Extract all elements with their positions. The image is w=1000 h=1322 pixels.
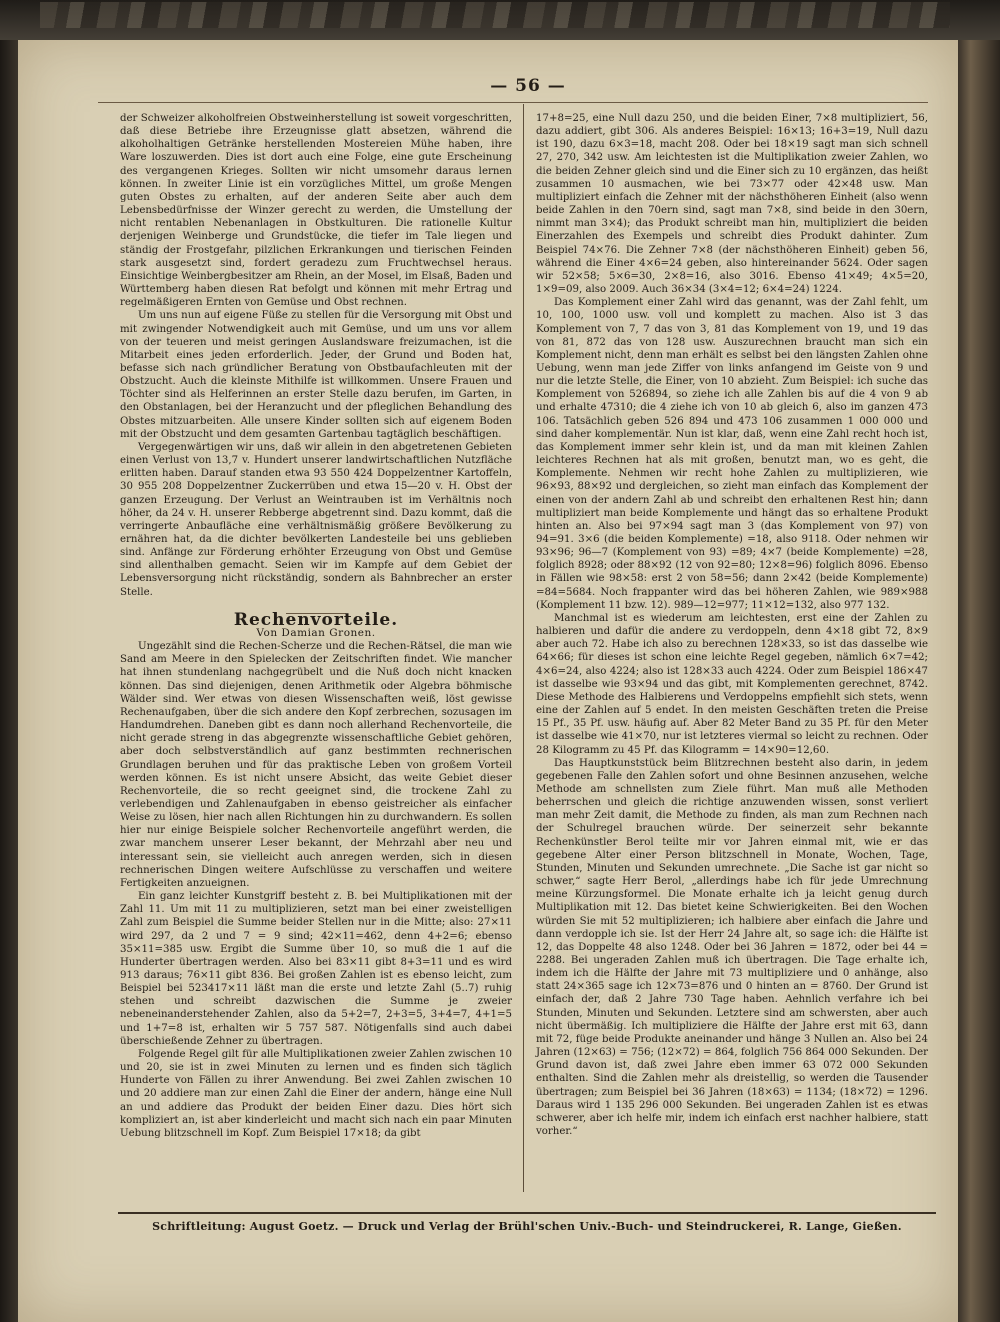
marbled-cover	[40, 2, 950, 28]
paragraph: Ungezählt sind die Rechen-Scherze und die Rechen-Rätsel, die man wie Sand am Meere in den Spielecken der Zeitschriften findet. Wie mancher hat ihnen stundenlang nachgegrübelt und die Nuß doch nicht knacken können. Das sind diejenigen, denen Arithmetik oder Algebra böhmische Wälder sind. Wer etwas von diesen Wissenschaften weiß, löst gewisse Rechenaufgaben, über die sich andere den Kopf zerbrechen, sozusagen im Handumdrehen. Daneben gibt es dann noch allerhand Rechenvorteile, die nicht gerade streng in das abgegrenzte wissenschaftliche Gebiet gehören, aber doch selbstverständlich auf ganz bestimmten rechnerischen Grundlagen beruhen und für das praktische Leben von großem Vorteil werden können. Es ist nicht unsere Absicht, das weite Gebiet dieser Rechenvorteile, die so recht geeignet sind, die trockene Zahl zu verlebendigen und Zahlenaufgaben in ebenso geistreicher als einfacher Weise zu lösen, hier nach allen Richtungen hin zu durchwandern. Es sollen hier nur einige Beispiele solcher Rechenvorteile angeführt werden, die zwar manchem unserer Leser bekannt, der Mehrzahl aber neu und interessant sein, sie vielleicht auch anregen werden, sich in diesen rechnerischen Dingen weitere Aufschlüsse zu verschaffen und weitere Fertigkeiten anzueignen.	[120, 641, 512, 889]
imprint-footer: Schriftleitung: August Goetz. — Druck und Verlag der Brühl'schen Univ.-Buch- und Steindruckerei, R. Lange, Gießen.	[152, 1220, 902, 1233]
footer-rule	[118, 1212, 936, 1214]
paragraph: Ein ganz leichter Kunstgriff besteht z. B. bei Multiplikationen mit der Zahl 11. Um mit 11 zu multiplizieren, setzt man bei einer zweistelligen Zahl zum Beispiel die Summe beider Stellen nur in die Mitte; also: 27×11 wird 297, da 2 und 7 = 9 sind; 42×11=462, denn 4+2=6; ebenso 35×11=385 usw. Ergibt die Summe über 10, so muß die 1 auf die Hunderter übertragen werden. Also bei 83×11 gibt 8+3=11 und es wird 913 daraus; 76×11 gibt 836. Bei großen Zahlen ist es ebenso leicht, zum Beispiel bei 523417×11 läßt man die erste und letzte Zahl (5..7) ruhig stehen und schreibt dazwischen die Summe je zweier nebeneinanderstehender Zahlen, also da 5+2=7, 2+3=5, 3+4=7, 4+1=5 und 1+7=8 ist, erhalten wir 5 757 587. Nötigenfalls sind auch dabei überschießende Zehner zu übertragen.	[120, 891, 512, 1047]
column-divider	[523, 104, 524, 1192]
header-rule	[98, 102, 928, 103]
right-column	[536, 112, 928, 1138]
page-number: — 56 —	[490, 76, 566, 96]
paragraph: 17+8=25, eine Null dazu 250, und die beiden Einer, 7×8 multipliziert, 56, dazu addiert, gibt 306. Als anderes Beispiel: 16×13; 16+3=19, Null dazu ist 190, dazu 6×3=18, macht 208. Oder bei 18×19 sagt man sich schnell 27, 270, 342 usw. Am leichtesten ist die Multiplikation zweier Zahlen, wo die beiden Zehner gleich sind und die Einer sich zu 10 ergänzen, das heißt zusammen 10 ausmachen, wie bei 73×77 oder 42×48 usw. Man multipliziert einfach die Zehner mit der nächsthöheren Einheit (also wenn beide Zahlen in den 70ern sind, sagt man 7×8, sind beide in den 30ern, nimmt man 3×4); das Produkt schreibt man hin, multipliziert die beiden Einerzahlen des Exempels und schreibt dies Produkt dahinter. Zum Beispiel 74×76. Die Zehner 7×8 (der nächsthöheren Einheit) geben 56, während die Einer 4×6=24 geben, also hintereinander 5624. Oder sagen wir 52×58; 5×6=30, 2×8=16, also 3016. Ebenso 41×49; 4×5=20, 1×9=09, also 2009. Auch 36×34 (3×4=12; 6×4=24) 1224.	[536, 113, 928, 296]
paragraph: der Schweizer alkoholfreien Obstweinherstellung ist soweit vorgeschritten, daß diese Betriebe ihre Erzeugnisse glatt absetzen, während die alkoholhaltigen Getränke herstellenden Mostereien Mühe haben, ihre Ware loszuwerden. Dies ist dort auch eine Folge, eine gute Erscheinung des vergangenen Krieges. Sollten wir nicht umsomehr daraus lernen können. In zweiter Linie ist ein vorzügliches Mittel, um große Mengen guten Obstes zu erhalten, auf der anderen Seite aber auch dem Lebensbedürfnisse der Winzer gerecht zu werden, die Umstellung der nicht rentablen Nebenanlagen in Obstkulturen. Die rationelle Kultur derjenigen Weinberge und Grundstücke, die tiefer im Tale liegen und ständig der Frostgefahr, pilzlichen Erkrankungen und tierischen Feinden stark ausgesetzt sind, fordert geradezu zum Fruchtwechsel heraus. Einsichtige Weinbergbesitzer am Rhein, an der Mosel, im Elsaß, Baden und Württemberg haben diesen Rat befolgt und können mit mehr Ertrag und regelmäßigeren Ernten von Gemüse und Obst rechnen.	[120, 113, 512, 309]
left-column	[120, 112, 512, 1140]
article-author: Von Damian Gronen.	[256, 626, 376, 639]
paragraph: Das Komplement einer Zahl wird das genannt, was der Zahl fehlt, um 10, 100, 1000 usw. voll und komplett zu machen. Also ist 3 das Komplement von 7, 7 das von 3, 81 das Komplement von 19, und 19 das von 81, 872 das von 128 usw. Auszurechnen braucht man sich ein Komplement nicht, denn man erhält es selbst bei den längsten Zahlen ohne Uebung, wenn man jede Ziffer von links anfangend im Geiste von 9 und nur die letzte Stelle, die Einer, von 10 abzieht. Zum Beispiel: ich suche das Komplement von 526894, so ziehe ich alle Zahlen bis auf die 4 von 9 ab und erhalte 47310; die 4 ziehe ich von 10 ab gleich 6, also im ganzen 473 106. Tatsächlich geben 526 894 und 473 106 zusammen 1 000 000 und sind daher komplementär. Nun ist klar, daß, wenn eine Zahl recht hoch ist, das Komplement immer sehr klein ist, und da man mit kleinen Zahlen leichteres Rechnen hat als mit großen, benutzt man, wo es geht, die Komplemente. Nehmen wir recht hohe Zahlen zu multiplizieren, wie 96×93, 88×92 und dergleichen, so zieht man einfach das Komplement der einen von der andern Zahl ab und schreibt den erhaltenen Rest hin; dann multipliziert man beide Komplemente und hängt das so erhaltene Produkt hinten an. Also bei 97×94 sagt man 3 (das Komplement von 97) von 94=91. 3×6 (die beiden Komplemente) =18, also 9118. Oder nehmen wir 93×96; 96—7 (Komplement von 93) =89; 4×7 (beide Komplemente) =28, folglich 8928; oder 88×92 (12 von 92=80; 12×8=96) folglich 8096. Ebenso in Fällen wie 98×58: erst 2 von 58=56; dann 2×42 (beide Komplemente) =84=5684. Noch frappanter wird das bei höheren Zahlen, wie 989×988 (Komplement 11 bzw. 12). 989—12=977; 11×12=132, also 977 132.	[536, 297, 928, 611]
paragraph: Um uns nun auf eigene Füße zu stellen für die Versorgung mit Obst und mit zwingender Notwendigkeit auch mit Gemüse, und um uns vor allem von der teueren und meist geringen Auslandsware freizumachen, ist die Mitarbeit eines jeden erforderlich. Jeder, der Grund und Boden hat, befasse sich nach gründlicher Beratung von Obstbaufachleuten mit der Obstzucht. Auch die kleinste Mithilfe ist willkommen. Unsere Frauen und Töchter sind als Helferinnen an erster Stelle dazu berufen, im Garten, in den Obstanlagen, bei der Heranzucht und der pfleglichen Behandlung des Obstes mitzuarbeiten. Alle unsere Kinder sollten sich auf eigenem Boden mit der Obstzucht und dem gesamten Gartenbau tagtäglich beschäftigen.	[120, 310, 512, 440]
paragraph: Manchmal ist es wiederum am leichtesten, erst eine der Zahlen zu halbieren und dafür die andere zu verdoppeln, denn 4×18 gibt 72, 8×9 aber auch 72. Habe ich also zu berechnen 128×33, so ist das dasselbe wie 64×66; für dieses ist schon eine leichte Regel gegeben, nämlich 6×7=42; 4×6=24, also 4224; also ist 128×33 auch 4224. Oder zum Beispiel 186×47 ist dasselbe wie 93×94 und das gibt, mit Komplementen gerechnet, 8742. Diese Methode des Halbierens und Verdoppelns empfiehlt sich stets, wenn eine der Zahlen auf 5 endet. In den meisten Geschäften treten die Preise 15 Pf., 35 Pf. usw. häufig auf. Aber 82 Meter Band zu 35 Pf. für den Meter ist dasselbe wie 41×70, nur ist letzteres viermal so leicht zu rechnen. Oder 28 Kilogramm zu 45 Pf. das Kilogramm = 14×90=12,60.	[536, 612, 928, 756]
newspaper-page	[18, 40, 958, 1322]
paragraph: Das Hauptkunststück beim Blitzrechnen besteht also darin, in jedem gegebenen Falle den Zahlen sofort und ohne Besinnen anzusehen, welche Methode am schnellsten zum Ziele führt. Man muß alle Methoden beherrschen und gleich die richtige anzuwenden wissen, sonst verliert man mehr Zeit damit, die Methode zu finden, als man zum Rechnen nach der Schulregel brauchen würde. Der seinerzeit sehr bekannte Rechenkünstler Berol teilte mir vor Jahren einmal mit, wie er das gegebene Alter einer Person blitzschnell in Monate, Wochen, Tage, Stunden, Minuten und Sekunden umrechnete. „Die Sache ist gar nicht so schwer,“ sagte Herr Berol, „allerdings habe ich für jede Umrechnung meine Kürzungsformel. Die Monate erhalte ich ja leicht genug durch Multiplikation mit 12. Das bietet keine Schwierigkeiten. Bei den Wochen würden Sie mit 52 multiplizieren; ich halbiere aber einfach die Jahre und dann verdopple ich sie. Ist der Herr 24 Jahre alt, so sage ich: die Hälfte ist 12, das Doppelte 48 also 1248. Oder bei 36 Jahren = 1872, oder bei 44 = 2288. Bei ungeraden Zahlen muß ich übertragen. Die Tage erhalte ich, indem ich die Hälfte der Jahre mit 73 multipliziere und 0 anhänge, also statt 24×365 sage ich 12×73=876 und 0 hinten an = 8760. Der Grund ist einfach der, daß 2 Jahre 730 Tage haben. Aehnlich verfahre ich bei Stunden, Minuten und Sekunden. Letztere sind am schwersten, aber auch nicht übermäßig. Ich multipliziere die Hälfte der Jahre erst mit 63, dann mit 72, füge beide Produkte aneinander und hänge 3 Nullen an. Also bei 24 Jahren (12×63) = 756; (12×72) = 864, folglich 756 864 000 Sekunden. Der Grund davon ist, daß zwei Jahre eben immer 63 072 000 Sekunden enthalten. Sind die Zahlen mehr als dreistellig, so werden die Tausender übertragen; zum Beispiel bei 36 Jahren (18×63) = 1134; (18×72) = 1296. Daraus wird 1 135 296 000 Sekunden. Bei ungeraden Zahlen ist es etwas schwerer, aber ich helfe mir, indem ich einfach erst nachher halbiere, statt vorher.“	[536, 757, 928, 1138]
gutter-shadow	[0, 40, 18, 1322]
page-edge	[958, 40, 1000, 1322]
article-title: Rechenvorteile.	[233, 609, 399, 630]
paragraph: Vergegenwärtigen wir uns, daß wir allein in den abgetretenen Gebieten einen Verlust von 13,7 v. Hundert unserer landwirtschaftlichen Nutzfläche erlitten haben. Darauf standen etwa 93 550 424 Doppelzentner Kartoffeln, 30 955 208 Doppelzentner Zuckerrüben und etwa 15—20 v. H. Obst der ganzen Erzeugung. Der Verlust an Weintrauben ist im Verhältnis noch höher, da 24 v. H. unserer Rebberge abgetrennt sind. Dazu kommt, daß die verringerte Anbaufläche eine verhältnismäßig größere Bevölkerung zu ernähren hat, da die dichter bevölkerten Landesteile bei uns geblieben sind. Anfänge zur Förderung erhöhter Erzeugung von Obst und Gemüse sind allenthalben gemacht. Seien wir im Kampfe auf dem Gebiet der Lebensversorgung nicht rückständig, sondern als Bahnbrecher an erster Stelle.	[120, 441, 512, 598]
paragraph: Folgende Regel gilt für alle Multiplikationen zweier Zahlen zwischen 10 und 20, sie ist in zwei Minuten zu lernen und es finden sich täglich Hunderte von Fällen zu ihrer Anwendung. Bei zwei Zahlen zwischen 10 und 20 addiere man zur einen Zahl die Einer der andern, hänge eine Null an und addiere das Produkt der beiden Einer dazu. Dies hört sich kompliziert an, ist aber kinderleicht und macht sich nach ein paar Minuten Uebung blitzschnell im Kopf. Zum Beispiel 17×18; da gibt	[120, 1048, 512, 1139]
